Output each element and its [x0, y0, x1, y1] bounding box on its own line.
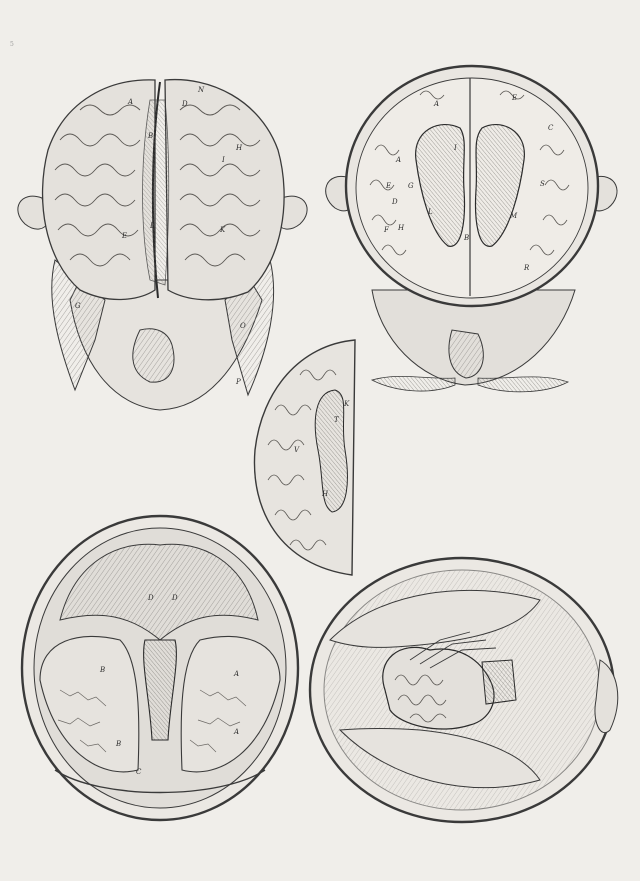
label-a4: A — [234, 670, 240, 678]
label-a2: A — [434, 100, 440, 108]
label-e2: E — [512, 94, 518, 102]
label-l1: L — [150, 222, 155, 230]
nose — [133, 329, 174, 382]
label-m: M — [510, 212, 518, 220]
label-e1: E — [122, 232, 128, 240]
label-a1: A — [128, 98, 134, 106]
label-c2: C — [548, 124, 554, 132]
figure-skull-base-view — [22, 516, 298, 820]
corner-mark: 5 — [10, 41, 14, 48]
label-r2: R — [524, 264, 530, 272]
label-g1: G — [75, 302, 81, 310]
label-n: N — [198, 86, 205, 94]
label-b1: B — [148, 132, 154, 140]
label-d1: D — [182, 100, 188, 108]
label-a5: A — [234, 728, 240, 736]
label-k3: K — [344, 400, 350, 408]
label-b4: B — [100, 666, 106, 674]
vertebra-block — [482, 660, 516, 704]
label-e3: E — [386, 182, 392, 190]
label-i2: I — [454, 144, 457, 152]
label-s2: S — [540, 180, 545, 188]
label-a3: A — [396, 156, 402, 164]
label-b2: B — [464, 234, 470, 242]
label-d2: D — [392, 198, 398, 206]
label-h2: H — [398, 224, 405, 232]
label-v3: V — [294, 446, 300, 454]
label-o1: O — [240, 322, 246, 330]
label-h1: H — [236, 144, 243, 152]
label-l2: L — [428, 208, 433, 216]
exposed-membrane — [143, 100, 169, 285]
label-i1: I — [222, 156, 225, 164]
label-d4: D — [148, 594, 154, 602]
label-p1: P — [236, 378, 241, 386]
label-h3: H — [322, 490, 329, 498]
label-b5: B — [116, 740, 122, 748]
label-f2: F — [384, 226, 389, 234]
label-k1: K — [220, 226, 226, 234]
figure-skull-section-falx — [310, 558, 618, 822]
label-g2: G — [408, 182, 414, 190]
label-t3: T — [334, 416, 339, 424]
label-d5: D — [172, 594, 178, 602]
label-c4: C — [136, 768, 142, 776]
